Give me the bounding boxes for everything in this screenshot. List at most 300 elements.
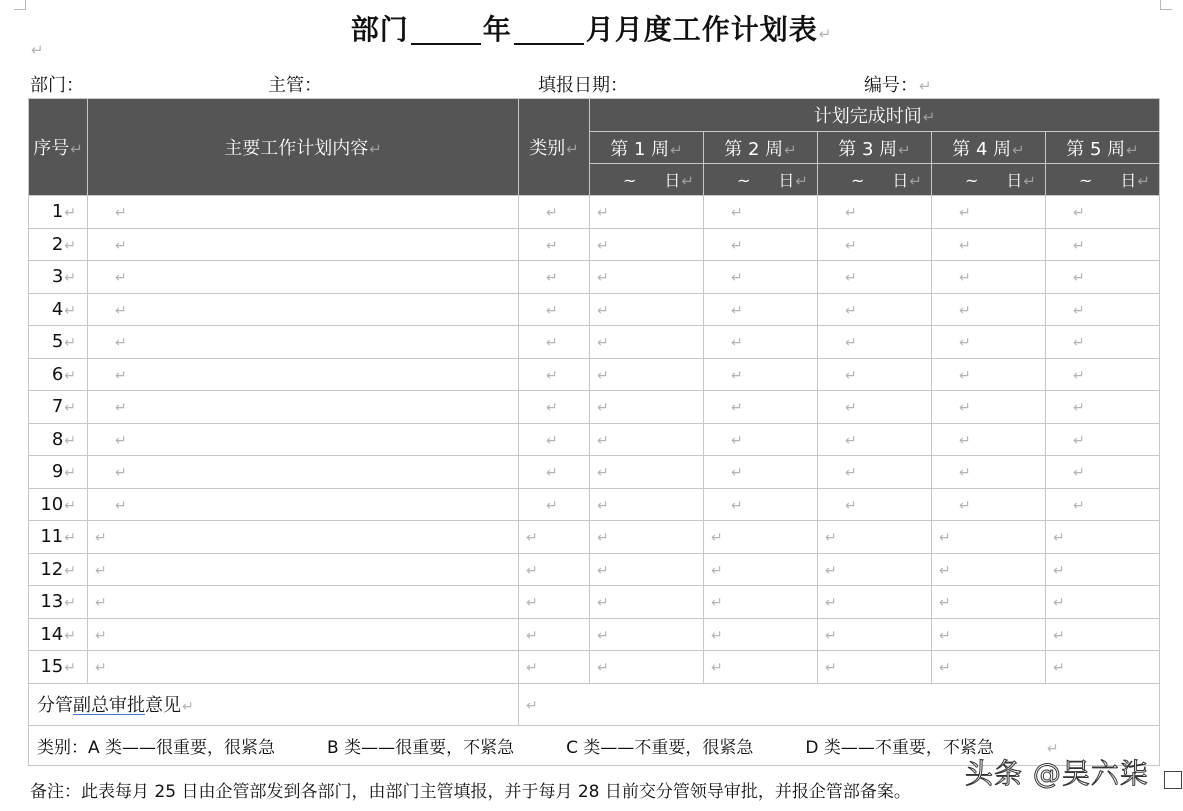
week-1-cell[interactable] [590, 196, 704, 229]
row-number: 3↵ [29, 261, 88, 294]
week-1-cell[interactable] [590, 488, 704, 521]
paragraph-mark: ↵ [909, 172, 922, 190]
dept-label: 部门： [30, 75, 84, 96]
paragraph-mark: ↵ [64, 237, 76, 254]
paragraph-mark: ↵ [597, 400, 609, 417]
week-1-cell[interactable] [590, 326, 704, 359]
remark-note: 备注：此表每月 25 日由企管部发到各部门，由部门主管填报，并于每月 28 日前交分管领导审批，并报企管部备案。 [30, 782, 911, 802]
paragraph-mark: ↵ [939, 627, 951, 644]
table-row [29, 228, 1160, 261]
week-4-cell[interactable] [932, 293, 1046, 326]
paragraph-mark: ↵ [939, 660, 951, 677]
paragraph-mark: ↵ [731, 335, 743, 352]
header-week-date-range: ~ 日↵ [1046, 164, 1160, 196]
paragraph-mark: ↵ [845, 335, 857, 352]
week-2-cell[interactable] [704, 326, 818, 359]
paragraph-mark: ↵ [959, 335, 971, 352]
paragraph-mark: ↵ [959, 237, 971, 254]
approval-row [29, 683, 1160, 725]
paragraph-mark: ↵ [526, 660, 538, 677]
paragraph-mark: ↵ [1073, 432, 1085, 449]
week-5-cell[interactable] [1046, 586, 1160, 619]
plan-content-cell[interactable] [88, 293, 519, 326]
title-blank-year[interactable] [411, 15, 481, 45]
table-row [29, 651, 1160, 684]
paragraph-mark: ↵ [845, 432, 857, 449]
week-4-cell[interactable] [932, 326, 1046, 359]
week-1-cell[interactable] [590, 456, 704, 489]
paragraph-mark: ↵ [64, 627, 76, 644]
watermark-text: 头条 @吴六柒 [965, 757, 1149, 790]
category-cell[interactable] [519, 488, 590, 521]
paragraph-mark: ↵ [731, 205, 743, 222]
paragraph-mark: ↵ [64, 432, 76, 449]
category-cell[interactable] [519, 261, 590, 294]
header-content: 主要工作计划内容↵ [88, 99, 519, 196]
row-number: 2↵ [29, 228, 88, 261]
week-2-cell[interactable] [704, 456, 818, 489]
category-cell[interactable] [519, 293, 590, 326]
week-4-cell[interactable] [932, 618, 1046, 651]
header-week-1: 第 1 周↵ [590, 132, 704, 164]
paragraph-mark: ↵ [597, 335, 609, 352]
category-cell[interactable] [519, 228, 590, 261]
header-week-date-range: ~ 日↵ [932, 164, 1046, 196]
paragraph-mark: ↵ [1053, 562, 1065, 579]
title-year: 年 [482, 13, 512, 46]
week-1-cell[interactable] [590, 358, 704, 391]
paragraph-mark: ↵ [825, 660, 837, 677]
paragraph-mark: ↵ [597, 530, 609, 547]
header-completion-time: 计划完成时间↵ [590, 99, 1160, 132]
paragraph-mark: ↵ [115, 335, 127, 352]
week-4-cell[interactable] [932, 586, 1046, 619]
category-definition: D 类——不重要，不紧急 [805, 737, 994, 758]
paragraph-mark: ↵ [711, 530, 723, 547]
paragraph-mark: ↵ [95, 595, 107, 612]
week-4-cell[interactable] [932, 553, 1046, 586]
paragraph-mark: ↵ [546, 465, 558, 482]
week-3-cell[interactable] [818, 423, 932, 456]
paragraph-mark: ↵ [818, 25, 833, 43]
paragraph-mark: ↵ [115, 497, 127, 514]
plan-content-cell[interactable] [88, 586, 519, 619]
table-row [29, 391, 1160, 424]
paragraph-mark: ↵ [597, 237, 609, 254]
paragraph-mark: ↵ [115, 237, 127, 254]
paragraph-mark: ↵ [825, 530, 837, 547]
week-3-cell[interactable] [818, 618, 932, 651]
table-row [29, 521, 1160, 554]
week-3-cell[interactable] [818, 456, 932, 489]
week-5-cell[interactable] [1046, 261, 1160, 294]
week-4-cell[interactable] [932, 456, 1046, 489]
category-cell[interactable] [519, 521, 590, 554]
week-5-cell[interactable] [1046, 553, 1160, 586]
paragraph-mark: ↵ [1073, 237, 1085, 254]
paragraph-mark: ↵ [731, 237, 743, 254]
week-2-cell[interactable] [704, 488, 818, 521]
plan-content-cell[interactable] [88, 326, 519, 359]
paragraph-mark: ↵ [845, 400, 857, 417]
paragraph-mark: ↵ [95, 530, 107, 547]
row-number: 7↵ [29, 391, 88, 424]
table-row [29, 488, 1160, 521]
paragraph-mark: ↵ [64, 465, 76, 482]
paragraph-mark: ↵ [731, 432, 743, 449]
table-row [29, 553, 1160, 586]
work-plan-table [28, 98, 1160, 766]
plan-content-cell[interactable] [88, 553, 519, 586]
paragraph-mark: ↵ [795, 172, 808, 190]
paragraph-mark: ↵ [939, 595, 951, 612]
table-row [29, 293, 1160, 326]
week-5-cell[interactable] [1046, 423, 1160, 456]
paragraph-mark: ↵ [597, 270, 609, 287]
header-week-4: 第 4 周↵ [932, 132, 1046, 164]
paragraph-mark: ↵ [1046, 740, 1059, 757]
paragraph-mark: ↵ [64, 205, 76, 222]
table-row [29, 618, 1160, 651]
paragraph-mark: ↵ [95, 627, 107, 644]
paragraph-mark: ↵ [731, 465, 743, 482]
paragraph-mark: ↵ [670, 140, 683, 159]
paragraph-mark: ↵ [959, 302, 971, 319]
paragraph-mark: ↵ [546, 335, 558, 352]
paragraph-mark: ↵ [526, 562, 538, 579]
paragraph-mark: ↵ [845, 270, 857, 287]
paragraph-mark: ↵ [597, 205, 609, 222]
paragraph-mark: ↵ [1073, 367, 1085, 384]
paragraph-mark: ↵ [95, 660, 107, 677]
row-number: 1↵ [29, 196, 88, 229]
paragraph-mark: ↵ [959, 205, 971, 222]
header-week-date-range: ~ 日↵ [704, 164, 818, 196]
week-4-cell[interactable] [932, 358, 1046, 391]
approval-label: 分管副总审批意见↵ [29, 683, 519, 725]
week-4-cell[interactable] [932, 423, 1046, 456]
title-dept: 部门 [350, 13, 409, 46]
paragraph-mark: ↵ [1053, 595, 1065, 612]
week-3-cell[interactable] [818, 586, 932, 619]
table-row [29, 423, 1160, 456]
paragraph-mark: ↵ [784, 140, 797, 159]
paragraph-mark: ↵ [731, 270, 743, 287]
week-5-cell[interactable] [1046, 293, 1160, 326]
week-1-cell[interactable] [590, 228, 704, 261]
plan-content-cell[interactable] [88, 618, 519, 651]
paragraph-mark: ↵ [1073, 205, 1085, 222]
row-number: 5↵ [29, 326, 88, 359]
week-5-cell[interactable] [1046, 651, 1160, 684]
row-number: 10↵ [29, 488, 88, 521]
week-1-cell[interactable] [590, 651, 704, 684]
category-cell[interactable] [519, 651, 590, 684]
paragraph-mark: ↵ [64, 595, 76, 612]
week-4-cell[interactable] [932, 261, 1046, 294]
header-week-date-range: ~ 日↵ [818, 164, 932, 196]
week-3-cell[interactable] [818, 293, 932, 326]
row-number: 14↵ [29, 618, 88, 651]
week-3-cell[interactable] [818, 228, 932, 261]
paragraph-mark: ↵ [64, 400, 76, 417]
paragraph-mark: ↵ [597, 302, 609, 319]
table-row [29, 326, 1160, 359]
header-week-3: 第 3 周↵ [818, 132, 932, 164]
row-number: 4↵ [29, 293, 88, 326]
paragraph-mark: ↵ [115, 302, 127, 319]
paragraph-mark: ↵ [546, 400, 558, 417]
paragraph-mark: ↵ [526, 595, 538, 612]
category-cell[interactable] [519, 423, 590, 456]
category-cell[interactable] [519, 196, 590, 229]
header-category: 类别↵ [519, 99, 590, 196]
week-3-cell[interactable] [818, 326, 932, 359]
week-1-cell[interactable] [590, 586, 704, 619]
paragraph-mark: ↵ [845, 497, 857, 514]
week-1-cell[interactable] [590, 423, 704, 456]
table-row [29, 261, 1160, 294]
category-cell[interactable] [519, 586, 590, 619]
paragraph-mark: ↵ [1073, 270, 1085, 287]
week-1-cell[interactable] [590, 391, 704, 424]
plan-content-cell[interactable] [88, 456, 519, 489]
title-rest: 月月度工作计划表 [585, 13, 818, 46]
week-3-cell[interactable] [818, 358, 932, 391]
header-week-date-range: ~ 日↵ [590, 164, 704, 196]
header-week-5: 第 5 周↵ [1046, 132, 1160, 164]
paragraph-mark: ↵ [95, 562, 107, 579]
week-2-cell[interactable] [704, 391, 818, 424]
week-2-cell[interactable] [704, 423, 818, 456]
paragraph-mark: ↵ [731, 497, 743, 514]
category-cell[interactable] [519, 358, 590, 391]
paragraph-mark: ↵ [546, 367, 558, 384]
paragraph-mark: ↵ [597, 595, 609, 612]
paragraph-mark: ↵ [1023, 172, 1036, 190]
paragraph-mark: ↵ [115, 465, 127, 482]
watermark-box [1164, 771, 1182, 789]
header-seq: 序号↵ [29, 99, 88, 196]
row-number: 15↵ [29, 651, 88, 684]
week-2-cell[interactable] [704, 196, 818, 229]
week-2-cell[interactable] [704, 358, 818, 391]
week-4-cell[interactable] [932, 228, 1046, 261]
week-3-cell[interactable] [818, 553, 932, 586]
paragraph-mark: ↵ [546, 432, 558, 449]
paragraph-mark: ↵ [546, 205, 558, 222]
paragraph-mark: ↵ [115, 205, 127, 222]
paragraph-mark: ↵ [597, 465, 609, 482]
paragraph-mark: ↵ [597, 367, 609, 384]
week-3-cell[interactable] [818, 196, 932, 229]
paragraph-mark: ↵ [1053, 627, 1065, 644]
paragraph-mark: ↵ [711, 627, 723, 644]
paragraph-mark: ↵ [546, 497, 558, 514]
week-1-cell[interactable] [590, 261, 704, 294]
paragraph-mark: ↵ [182, 699, 194, 715]
row-number: 8↵ [29, 423, 88, 456]
fill-date-label: 填报日期： [538, 75, 628, 96]
paragraph-mark: ↵ [64, 367, 76, 384]
paragraph-mark: ↵ [64, 660, 76, 677]
week-2-cell[interactable] [704, 261, 818, 294]
paragraph-mark: ↵ [939, 562, 951, 579]
paragraph-mark: ↵ [64, 270, 76, 287]
week-5-cell[interactable] [1046, 618, 1160, 651]
paragraph-mark: ↵ [825, 627, 837, 644]
paragraph-mark: ↵ [526, 697, 538, 714]
paragraph-mark: ↵ [1073, 335, 1085, 352]
plan-content-cell[interactable] [88, 358, 519, 391]
week-3-cell[interactable] [818, 391, 932, 424]
week-2-cell[interactable] [704, 651, 818, 684]
paragraph-mark: ↵ [1073, 497, 1085, 514]
approval-opinion-cell[interactable] [519, 683, 1160, 725]
paragraph-mark: ↵ [959, 432, 971, 449]
week-1-cell[interactable] [590, 521, 704, 554]
week-3-cell[interactable] [818, 651, 932, 684]
paragraph-mark: ↵ [526, 530, 538, 547]
paragraph-mark: ↵ [546, 237, 558, 254]
week-5-cell[interactable] [1046, 521, 1160, 554]
week-5-cell[interactable] [1046, 391, 1160, 424]
number-label: 编号：↵ [864, 75, 932, 96]
paragraph-mark: ↵ [115, 400, 127, 417]
week-5-cell[interactable] [1046, 326, 1160, 359]
header-week-2: 第 2 周↵ [704, 132, 818, 164]
paragraph-mark: ↵ [731, 400, 743, 417]
plan-content-cell[interactable] [88, 651, 519, 684]
paragraph-mark: ↵ [64, 530, 76, 547]
paragraph-mark: ↵ [1012, 140, 1025, 159]
table-row [29, 358, 1160, 391]
manager-label: 主管： [268, 75, 322, 96]
paragraph-mark: ↵ [845, 367, 857, 384]
plan-content-cell[interactable] [88, 196, 519, 229]
plan-content-cell[interactable] [88, 423, 519, 456]
week-5-cell[interactable] [1046, 488, 1160, 521]
plan-content-cell[interactable] [88, 521, 519, 554]
category-cell[interactable] [519, 391, 590, 424]
paragraph-mark: ↵ [526, 627, 538, 644]
paragraph-mark: ↵ [597, 627, 609, 644]
row-number: 11↵ [29, 521, 88, 554]
paragraph-mark: ↵ [115, 367, 127, 384]
paragraph-mark: ↵ [1053, 530, 1065, 547]
document-title [0, 8, 1183, 48]
week-4-cell[interactable] [932, 651, 1046, 684]
paragraph-mark: ↵ [711, 660, 723, 677]
paragraph-mark: ↵ [825, 562, 837, 579]
paragraph-mark: ↵ [597, 562, 609, 579]
week-5-cell[interactable] [1046, 196, 1160, 229]
table-row [29, 196, 1160, 229]
week-5-cell[interactable] [1046, 228, 1160, 261]
paragraph-mark: ↵ [546, 302, 558, 319]
category-cell[interactable] [519, 618, 590, 651]
category-definition: B 类——很重要，不紧急 [327, 737, 515, 758]
empty-paragraph-mark: ↵ [31, 41, 44, 59]
row-number: 9↵ [29, 456, 88, 489]
paragraph-mark: ↵ [711, 562, 723, 579]
week-3-cell[interactable] [818, 488, 932, 521]
week-4-cell[interactable] [932, 196, 1046, 229]
paragraph-mark: ↵ [845, 465, 857, 482]
row-number: 6↵ [29, 358, 88, 391]
paragraph-mark: ↵ [597, 497, 609, 514]
paragraph-mark: ↵ [597, 432, 609, 449]
row-number: 12↵ [29, 553, 88, 586]
paragraph-mark: ↵ [959, 400, 971, 417]
paragraph-mark: ↵ [64, 562, 76, 579]
week-5-cell[interactable] [1046, 358, 1160, 391]
paragraph-mark: ↵ [939, 530, 951, 547]
paragraph-mark: ↵ [731, 367, 743, 384]
week-1-cell[interactable] [590, 618, 704, 651]
plan-content-cell[interactable] [88, 228, 519, 261]
paragraph-mark: ↵ [845, 237, 857, 254]
paragraph-mark: ↵ [64, 497, 76, 514]
week-4-cell[interactable] [932, 521, 1046, 554]
week-2-cell[interactable] [704, 521, 818, 554]
week-2-cell[interactable] [704, 618, 818, 651]
plan-content-cell[interactable] [88, 391, 519, 424]
category-cell[interactable] [519, 456, 590, 489]
paragraph-mark: ↵ [681, 172, 694, 190]
paragraph-mark: ↵ [959, 270, 971, 287]
title-blank-month[interactable] [514, 15, 584, 45]
week-3-cell[interactable] [818, 261, 932, 294]
paragraph-mark: ↵ [845, 302, 857, 319]
paragraph-mark: ↵ [845, 205, 857, 222]
week-5-cell[interactable] [1046, 456, 1160, 489]
table-row [29, 456, 1160, 489]
category-cell[interactable] [519, 553, 590, 586]
paragraph-mark: ↵ [1073, 302, 1085, 319]
paragraph-mark: ↵ [959, 497, 971, 514]
category-cell[interactable] [519, 326, 590, 359]
paragraph-mark: ↵ [1073, 465, 1085, 482]
paragraph-mark: ↵ [115, 270, 127, 287]
week-2-cell[interactable] [704, 553, 818, 586]
paragraph-mark: ↵ [711, 595, 723, 612]
paragraph-mark: ↵ [597, 660, 609, 677]
week-1-cell[interactable] [590, 293, 704, 326]
plan-content-cell[interactable] [88, 261, 519, 294]
row-number: 13↵ [29, 586, 88, 619]
paragraph-mark: ↵ [1137, 172, 1150, 190]
paragraph-mark: ↵ [1126, 140, 1139, 159]
week-4-cell[interactable] [932, 488, 1046, 521]
paragraph-mark: ↵ [731, 302, 743, 319]
plan-content-cell[interactable] [88, 488, 519, 521]
week-1-cell[interactable] [590, 553, 704, 586]
category-definition: 类别：A 类——很重要，很紧急 [37, 737, 276, 758]
week-2-cell[interactable] [704, 293, 818, 326]
paragraph-mark: ↵ [825, 595, 837, 612]
week-3-cell[interactable] [818, 521, 932, 554]
paragraph-mark: ↵ [959, 367, 971, 384]
paragraph-mark: ↵ [1053, 660, 1065, 677]
week-2-cell[interactable] [704, 228, 818, 261]
paragraph-mark: ↵ [898, 140, 911, 159]
paragraph-mark: ↵ [64, 302, 76, 319]
week-4-cell[interactable] [932, 391, 1046, 424]
paragraph-mark: ↵ [546, 270, 558, 287]
week-2-cell[interactable] [704, 586, 818, 619]
paragraph-mark: ↵ [115, 432, 127, 449]
